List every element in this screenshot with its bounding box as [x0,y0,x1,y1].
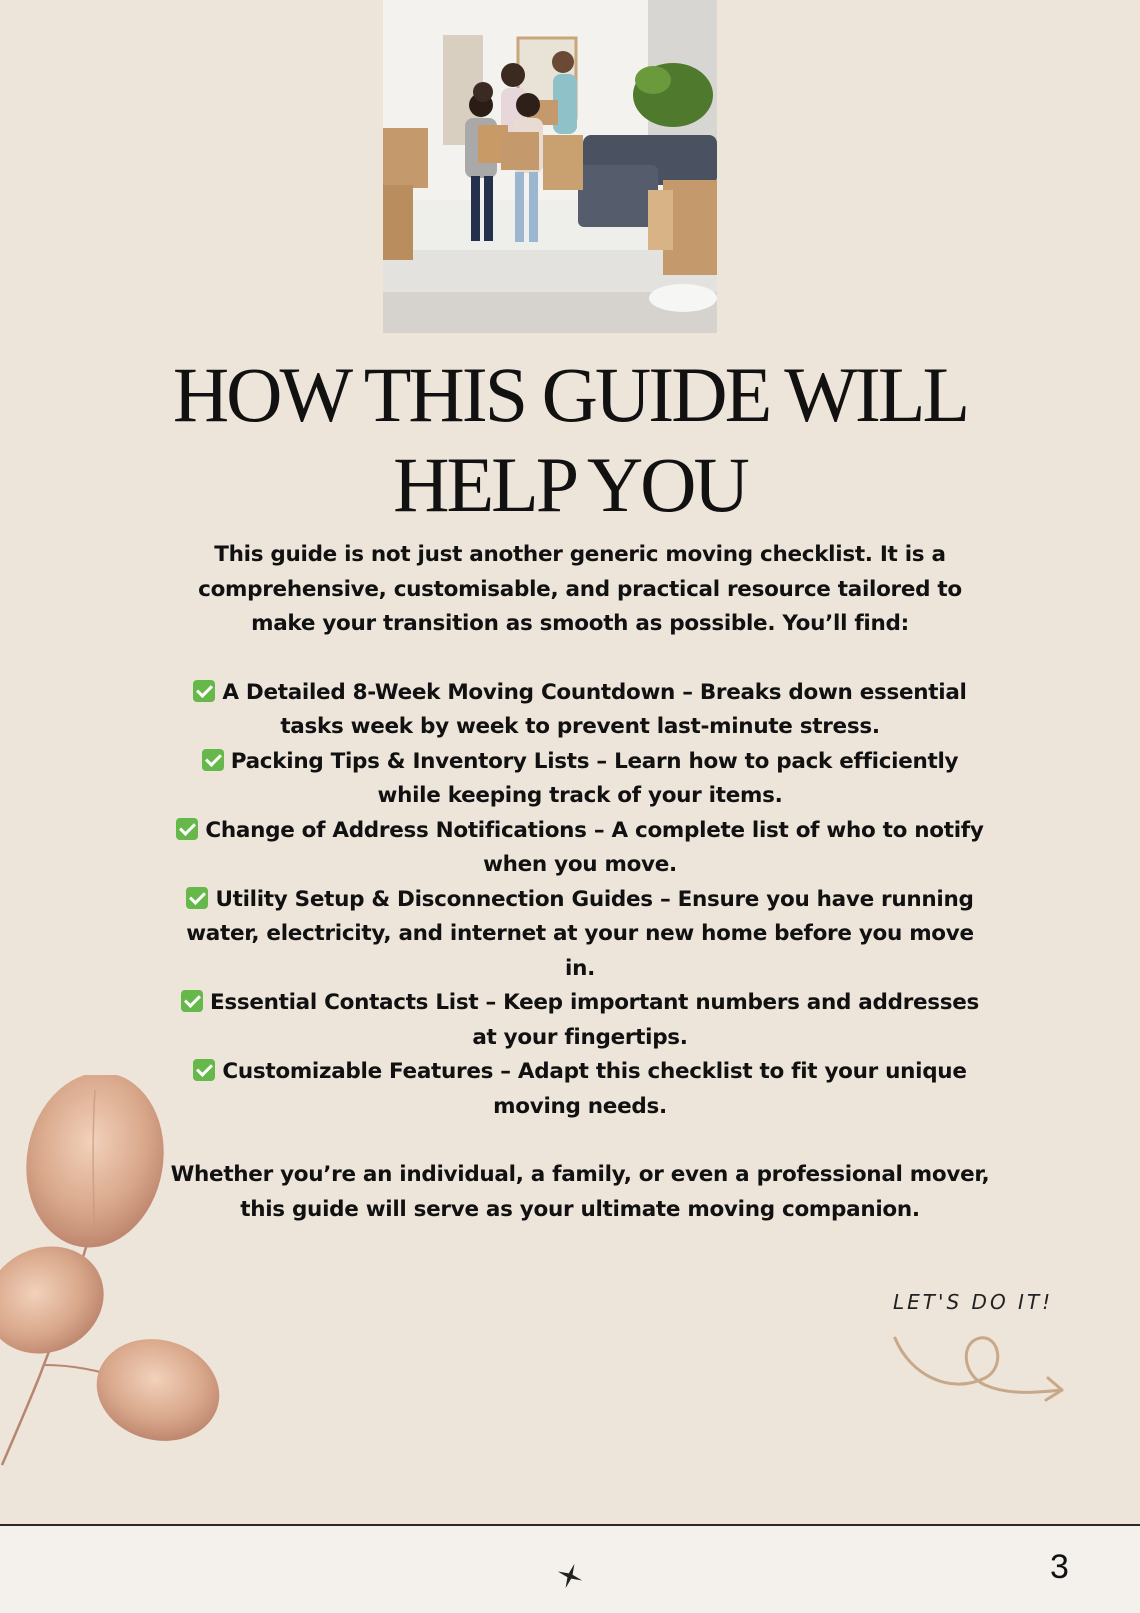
eucalyptus-leaves-icon [0,1075,240,1475]
feature-item [170,986,990,1055]
feature-item [170,814,990,883]
family-moving-photo [383,0,717,333]
feature-item [170,676,990,745]
guide-body [170,538,990,1227]
feature-item [170,745,990,814]
page-title [40,350,1100,530]
check-mark-icon [181,990,203,1012]
page-footer [0,1526,1140,1613]
four-point-star-icon [556,1562,584,1590]
cta-label: LET'S DO IT! [893,1290,1054,1314]
title-line-2: HELP YOU [393,441,747,528]
check-mark-icon [186,887,208,909]
feature-text: Customizable Features – Adapt this checklist to fit your unique moving needs. [222,1059,967,1119]
intro-paragraph: This guide is not just another generic moving checklist. It is a comprehensive, customisable, and practical resource tailored to make your transition as smooth as possible. You’ll find: [198,542,962,636]
feature-item [170,883,990,987]
curly-arrow-icon [890,1330,1070,1420]
feature-item [170,1055,990,1124]
check-mark-icon [202,749,224,771]
feature-text: Essential Contacts List – Keep important numbers and addresses at your fingertips. [209,990,980,1050]
feature-text: Change of Address Notifications – A complete list of who to notify when you move. [205,817,984,877]
feature-text: Utility Setup & Disconnection Guides – Ensure you have running water, electricity, and internet at your new home before you move in. [186,886,974,981]
check-mark-icon [176,818,198,840]
check-mark-icon [193,680,215,702]
title-line-1: HOW THIS GUIDE WILL [172,351,968,438]
feature-text: A Detailed 8-Week Moving Countdown – Breaks down essential tasks week by week to prevent last-minute stress. [222,679,967,739]
feature-list [170,676,990,1125]
closing-paragraph: Whether you’re an individual, a family, or even a professional mover, this guide will serve as your ultimate moving companion. [170,1162,990,1222]
page-number: 3 [1050,1548,1069,1586]
feature-text: Packing Tips & Inventory Lists – Learn how to pack efficiently while keeping track of your items. [230,748,959,808]
family-moving-boxes-photo-icon [383,0,717,333]
